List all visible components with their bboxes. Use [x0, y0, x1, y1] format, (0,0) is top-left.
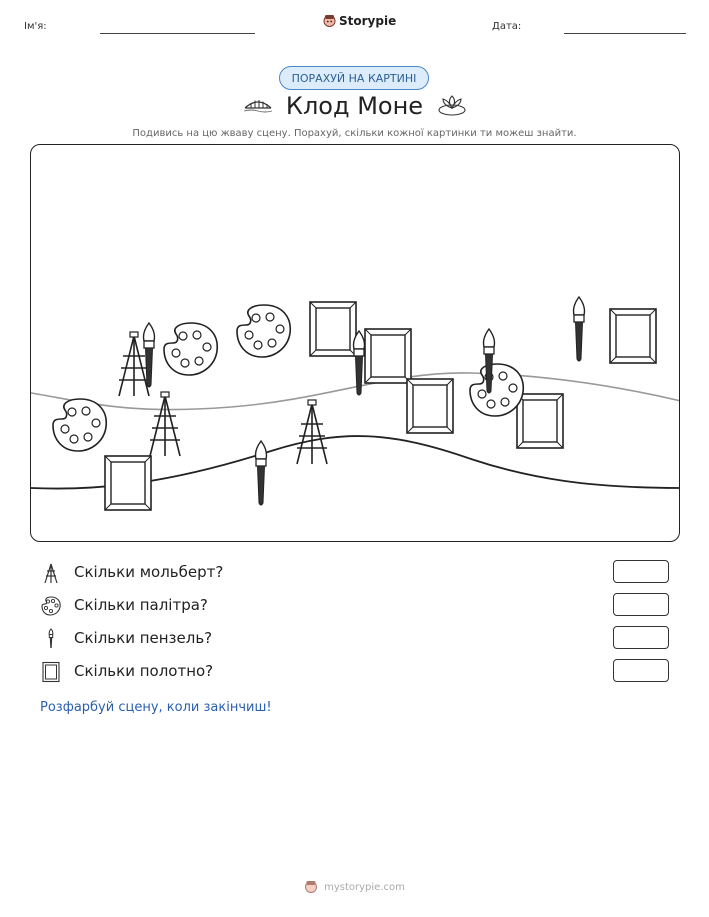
scene-artwork [31, 145, 680, 542]
answer-box-canvas[interactable] [613, 659, 669, 682]
worksheet-type-badge: ПОРАХУЙ НА КАРТИНІ [279, 66, 429, 90]
question-text: Скільки пензель? [74, 629, 213, 647]
name-line[interactable] [100, 33, 255, 34]
brand-name: Storypie [339, 14, 397, 28]
name-label: Ім'я: [24, 21, 47, 32]
page-title: Клод Моне [285, 92, 424, 120]
palette-1 [164, 323, 217, 375]
coloring-instruction: Розфарбуй сцену, коли закінчиш! [40, 700, 272, 715]
canvas-6 [105, 456, 151, 510]
question-row-palette [40, 593, 670, 619]
question-row-paintbrush [40, 626, 670, 652]
palette-4 [470, 364, 523, 416]
canvas-2 [365, 329, 411, 383]
canvas-1 [310, 302, 356, 356]
brand-logo [323, 14, 396, 28]
question-text: Скільки палітра? [74, 596, 208, 614]
storypie-mascot-icon [304, 880, 318, 894]
canvas-3 [407, 379, 453, 433]
palette-icon [40, 595, 62, 617]
answer-box-paintbrush[interactable] [613, 626, 669, 649]
water-lily-icon [437, 93, 467, 117]
date-line[interactable] [564, 33, 686, 34]
easel-2 [150, 392, 180, 456]
canvas-4 [517, 394, 563, 448]
canvas-5 [610, 309, 656, 363]
footer [0, 880, 709, 894]
easel-3 [297, 400, 327, 464]
answer-box-easel[interactable] [613, 560, 669, 583]
paintbrush-5 [256, 441, 267, 505]
question-row-easel [40, 560, 670, 586]
palette-2 [237, 305, 290, 357]
date-label: Дата: [492, 21, 522, 32]
question-text: Скільки полотно? [74, 662, 214, 680]
question-row-canvas [40, 659, 670, 685]
paintbrush-4 [574, 297, 585, 361]
question-text: Скільки мольберт? [74, 563, 224, 581]
footer-url[interactable]: mystorypie.com [324, 881, 405, 893]
canvas-icon [40, 661, 62, 683]
paintbrush-icon [40, 628, 62, 650]
storypie-mascot-icon [323, 14, 336, 28]
page-subtitle: Подивись на цю жваву сцену. Порахуй, скільки кожної картинки ти можеш знайти. [132, 128, 577, 139]
answer-box-palette[interactable] [613, 593, 669, 616]
counting-scene [30, 144, 680, 542]
back-hill-line [31, 373, 680, 410]
palette-3 [53, 399, 106, 451]
easel-icon [40, 562, 62, 584]
